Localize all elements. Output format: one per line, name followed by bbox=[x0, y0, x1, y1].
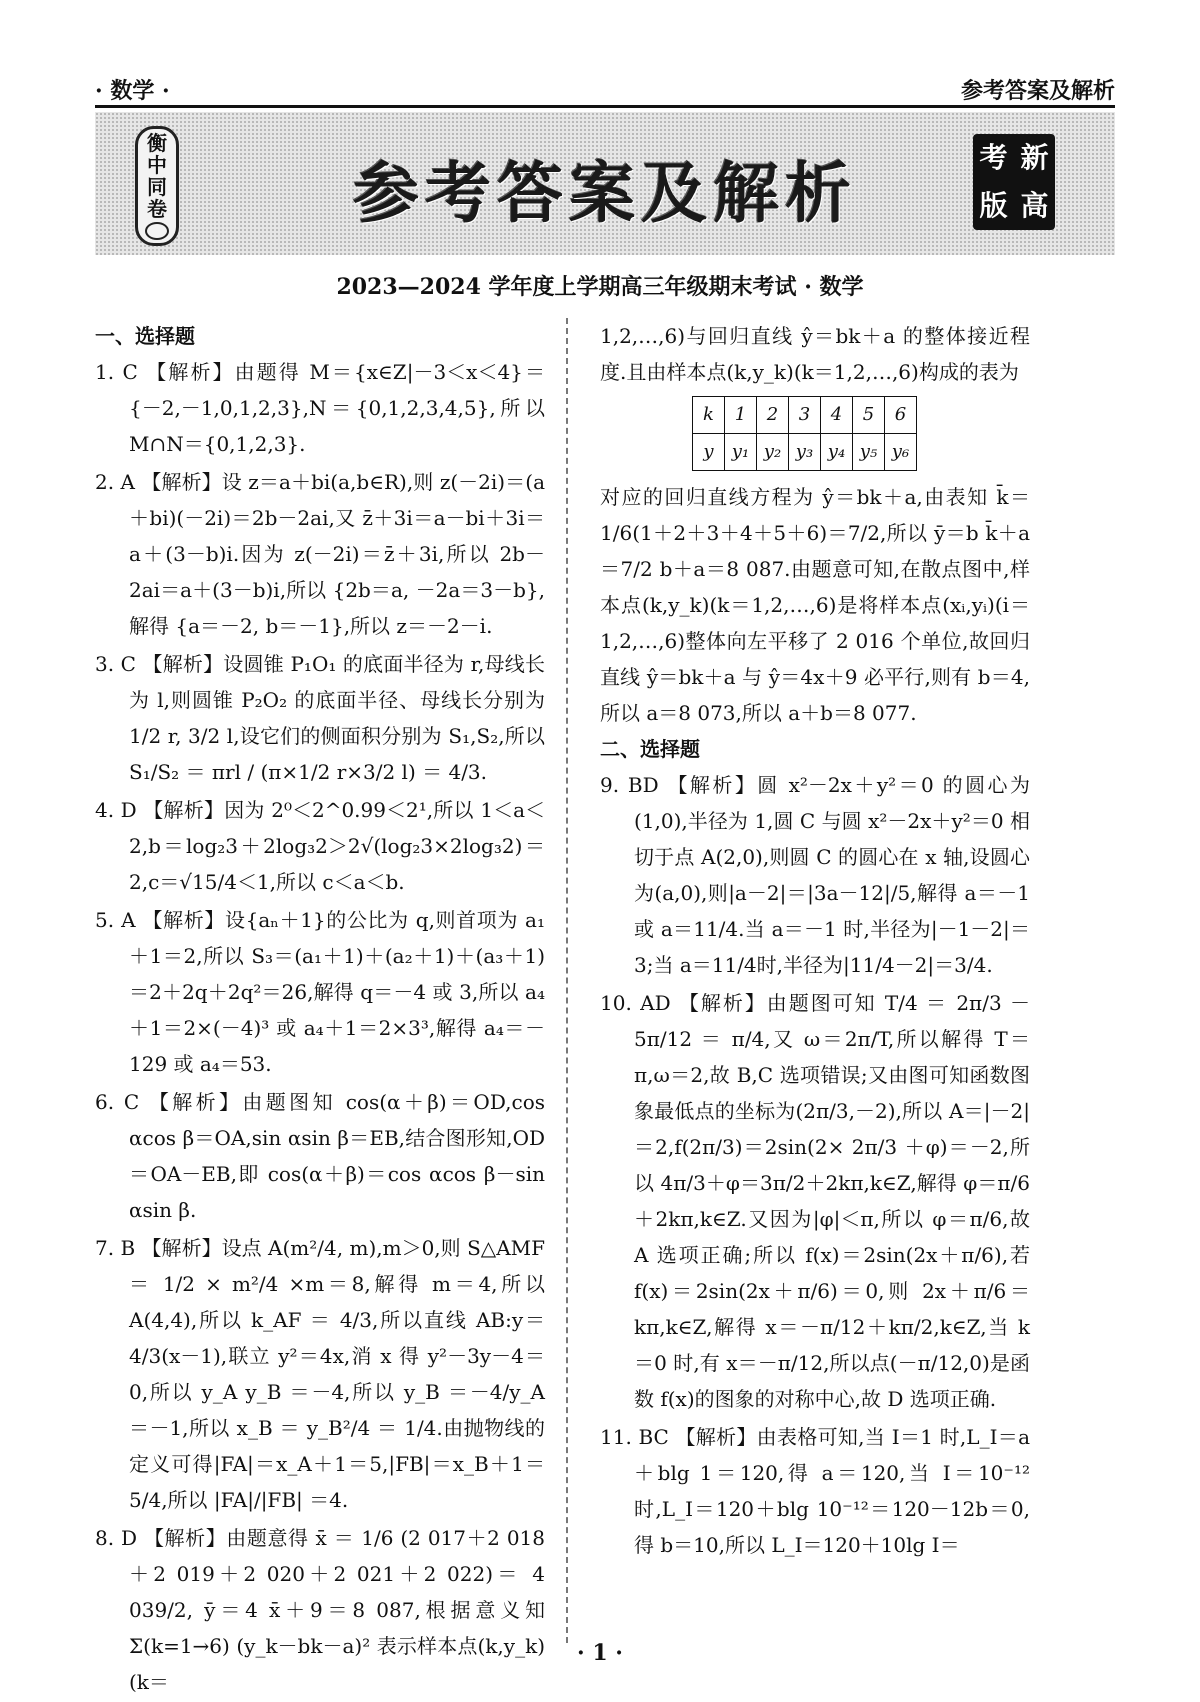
table-cell: k bbox=[693, 397, 725, 434]
table-cell: 6 bbox=[885, 397, 917, 434]
table-cell: y₄ bbox=[821, 434, 853, 471]
answer-item-2: 2. A 【解析】设 z＝a＋bi(a,b∈R),则 z(－2i)＝(a＋bi)(－2i)＝2b－2ai,又 z̄＋3i＝a－bi＋3i＝a＋(3－b)i.因为 z(－2i)＝z̄＋3i,所以 2b－2ai＝a＋(3－b)i,所以 {2b＝a, －2a＝3－b},解得 {a＝－2, b＝－1},所以 z＝－2－i. bbox=[95, 470, 545, 638]
table-cell: y bbox=[693, 434, 725, 471]
seal-char: 卷 bbox=[147, 197, 167, 221]
section-label: 参考答案及解析 bbox=[960, 78, 1115, 104]
table-row bbox=[693, 397, 917, 434]
answer-item-7: 7. B 【解析】设点 A(m²/4, m),m＞0,则 S△AMF ＝ 1/2 × m²/4 ×m＝8,解得 m＝4,所以 A(4,4),所以 k_AF ＝ 4/3,所以直线 AB:y＝4/3(x－1),联立 y²＝4x,消 x 得 y²－3y－4＝0,所以 y_A y_B ＝－4,所以 y_B ＝－4/y_A ＝－1,所以 x_B ＝ y_B²/4 ＝ 1/4.由抛物线的定义可得|FA|＝x_A＋1＝5,|FB|＝x_B＋1＝5/4,所以 |FA|/|FB| ＝4. bbox=[95, 1236, 545, 1512]
stamp-char: 高 bbox=[1020, 189, 1049, 222]
table-cell: y₅ bbox=[853, 434, 885, 471]
column-divider bbox=[566, 318, 568, 1643]
answer-item-6: 6. C 【解析】由题图知 cos(α＋β)＝OD,cos αcos β＝OA,sin αsin β＝EB,结合图形知,OD＝OA－EB,即 cos(α＋β)＝cos αcos β－sin αsin β. bbox=[95, 1090, 545, 1222]
table-cell: 1 bbox=[725, 397, 757, 434]
answer-item-5: 5. A 【解析】设{aₙ＋1}的公比为 q,则首项为 a₁＋1＝2,所以 S₃＝(a₁＋1)＋(a₂＋1)＋(a₃＋1)＝2＋2q＋2q²＝26,解得 q＝－4 或 3,所以 a₄＋1＝2×(－4)³ 或 a₄＋1＝2×3³,解得 a₄＝－129 或 a₄＝53. bbox=[95, 908, 545, 1076]
stamp-char: 版 bbox=[979, 189, 1008, 222]
table-cell: 4 bbox=[821, 397, 853, 434]
section-heading: 二、选择题 bbox=[600, 737, 700, 761]
table-cell: y₁ bbox=[725, 434, 757, 471]
answer-item-8: 8. D 【解析】由题意得 x̄ ＝ 1/6 (2 017＋2 018＋2 019＋2 020＋2 021＋2 022)＝ 4 039/2, ȳ＝4 x̄＋9＝8 087,根据意义知 Σ(k=1→6) (y_k－bk－a)² 表示样本点(k,y_k)(k＝ bbox=[95, 1526, 545, 1694]
section-heading: 一、选择题 bbox=[95, 324, 195, 348]
regression-paragraph: 对应的回归直线方程为 ŷ＝bk＋a,由表知 k̄＝1/6(1＋2＋3＋4＋5＋6)＝7/2,所以 ȳ＝b k̄＋a＝7/2 b＋a＝8 087.由题意可知,在散点图中,样本点(k,y_k)(k＝1,2,…,6)是将样本点(xᵢ,yᵢ)(i＝1,2,…,6)整体向左平移了 2 016 个单位,故回归直线 ŷ＝bk＋a 与 ŷ＝4x＋9 必平行,则有 b＝4,所以 a＝8 073,所以 a＋b＝8 077. bbox=[600, 485, 1030, 725]
answer-item-4: 4. D 【解析】因为 2⁰＜2^0.99＜2¹,所以 1＜a＜2,b＝log₂3＋2log₃2＞2√(log₂3×2log₃2)＝2,c＝√15/4＜1,所以 c＜a＜b. bbox=[95, 798, 545, 894]
answer-item-1: 1. C 【解析】由题得 M＝{x∈Z|－3＜x＜4}＝{－2,－1,0,1,2,3},N＝{0,1,2,3,4,5},所以 M∩N＝{0,1,2,3}. bbox=[95, 360, 545, 456]
seal-char: 中 bbox=[147, 153, 167, 177]
sample-table bbox=[692, 396, 917, 471]
table-cell: 2 bbox=[757, 397, 789, 434]
title-banner bbox=[95, 112, 1115, 255]
answer-item-9: 9. BD 【解析】圆 x²－2x＋y²＝0 的圆心为(1,0),半径为 1,圆 C 与圆 x²－2x＋y²＝0 相切于点 A(2,0),则圆 C 的圆心在 x 轴,设圆心为(a,0),则|a－2|＝|3a－12|/5,解得 a＝－1 或 a＝11/4.当 a＝－1 时,半径为|－1－2|＝3;当 a＝11/4时,半径为|11/4－2|＝3/4. bbox=[600, 773, 1030, 977]
stamp-char: 新 bbox=[1020, 141, 1049, 174]
answer-item-3: 3. C 【解析】设圆锥 P₁O₁ 的底面半径为 r,母线长为 l,则圆锥 P₂O₂ 的底面半径、母线长分别为 1/2 r, 3/2 l,设它们的侧面积分别为 S₁,S₂,所以 S₁/S₂ ＝ πrl / (π×1/2 r×3/2 l) ＝ 4/3. bbox=[95, 652, 545, 784]
seal-char: 同 bbox=[147, 175, 167, 199]
answer-item-11: 11. BC 【解析】由表格可知,当 I＝1 时,L_I＝a＋blg 1＝120,得 a＝120,当 I＝10⁻¹² 时,L_I＝120＋blg 10⁻¹²＝120－12b＝0,得 b＝10,所以 L_I＝120＋10lg I＝ bbox=[600, 1425, 1030, 1557]
table-cell: 5 bbox=[853, 397, 885, 434]
table-cell: y₂ bbox=[757, 434, 789, 471]
stamp-char: 考 bbox=[979, 141, 1008, 174]
item-8-continued: 1,2,…,6)与回归直线 ŷ＝bk＋a 的整体接近程度.且由样本点(k,y_k)(k＝1,2,…,6)构成的表为 bbox=[600, 324, 1030, 384]
subject-label: · 数学 · bbox=[95, 78, 170, 104]
banner-title: 参考答案及解析 bbox=[353, 155, 857, 232]
table-cell: 3 bbox=[789, 397, 821, 434]
exam-title: 2023—2024 学年度上学期高三年级期末考试 · 数学 bbox=[336, 274, 864, 300]
seal-char: 衡 bbox=[147, 131, 167, 155]
table-cell: y₃ bbox=[789, 434, 821, 471]
header-rule bbox=[95, 105, 1115, 108]
table-cell: y₆ bbox=[885, 434, 917, 471]
table-row bbox=[693, 434, 917, 471]
left-column bbox=[95, 318, 545, 1702]
right-column bbox=[600, 318, 1030, 1565]
answer-item-10: 10. AD 【解析】由题图可知 T/4 ＝ 2π/3 － 5π/12 ＝ π/4,又 ω＝2π/T,所以解得 T＝π,ω＝2,故 B,C 选项错误;又由图可知函数图象最低点的坐标为(2π/3,－2),所以 A＝|－2|＝2,f(2π/3)＝2sin(2× 2π/3 ＋φ)＝－2,所以 4π/3＋φ＝3π/2＋2kπ,k∈Z,解得 φ＝π/6＋2kπ,k∈Z.又因为|φ|＜π,所以 φ＝π/6,故 A 选项正确;所以 f(x)＝2sin(2x＋π/6),若 f(x)＝2sin(2x＋π/6)＝0,则 2x＋π/6＝kπ,k∈Z,解得 x＝－π/12＋kπ/2,k∈Z,当 k＝0 时,有 x＝－π/12,所以点(－π/12,0)是函数 f(x)的图象的对称中心,故 D 选项正确. bbox=[600, 991, 1030, 1411]
new-gaokao-stamp bbox=[973, 134, 1055, 230]
page-number: · 1 · bbox=[577, 1640, 623, 1666]
